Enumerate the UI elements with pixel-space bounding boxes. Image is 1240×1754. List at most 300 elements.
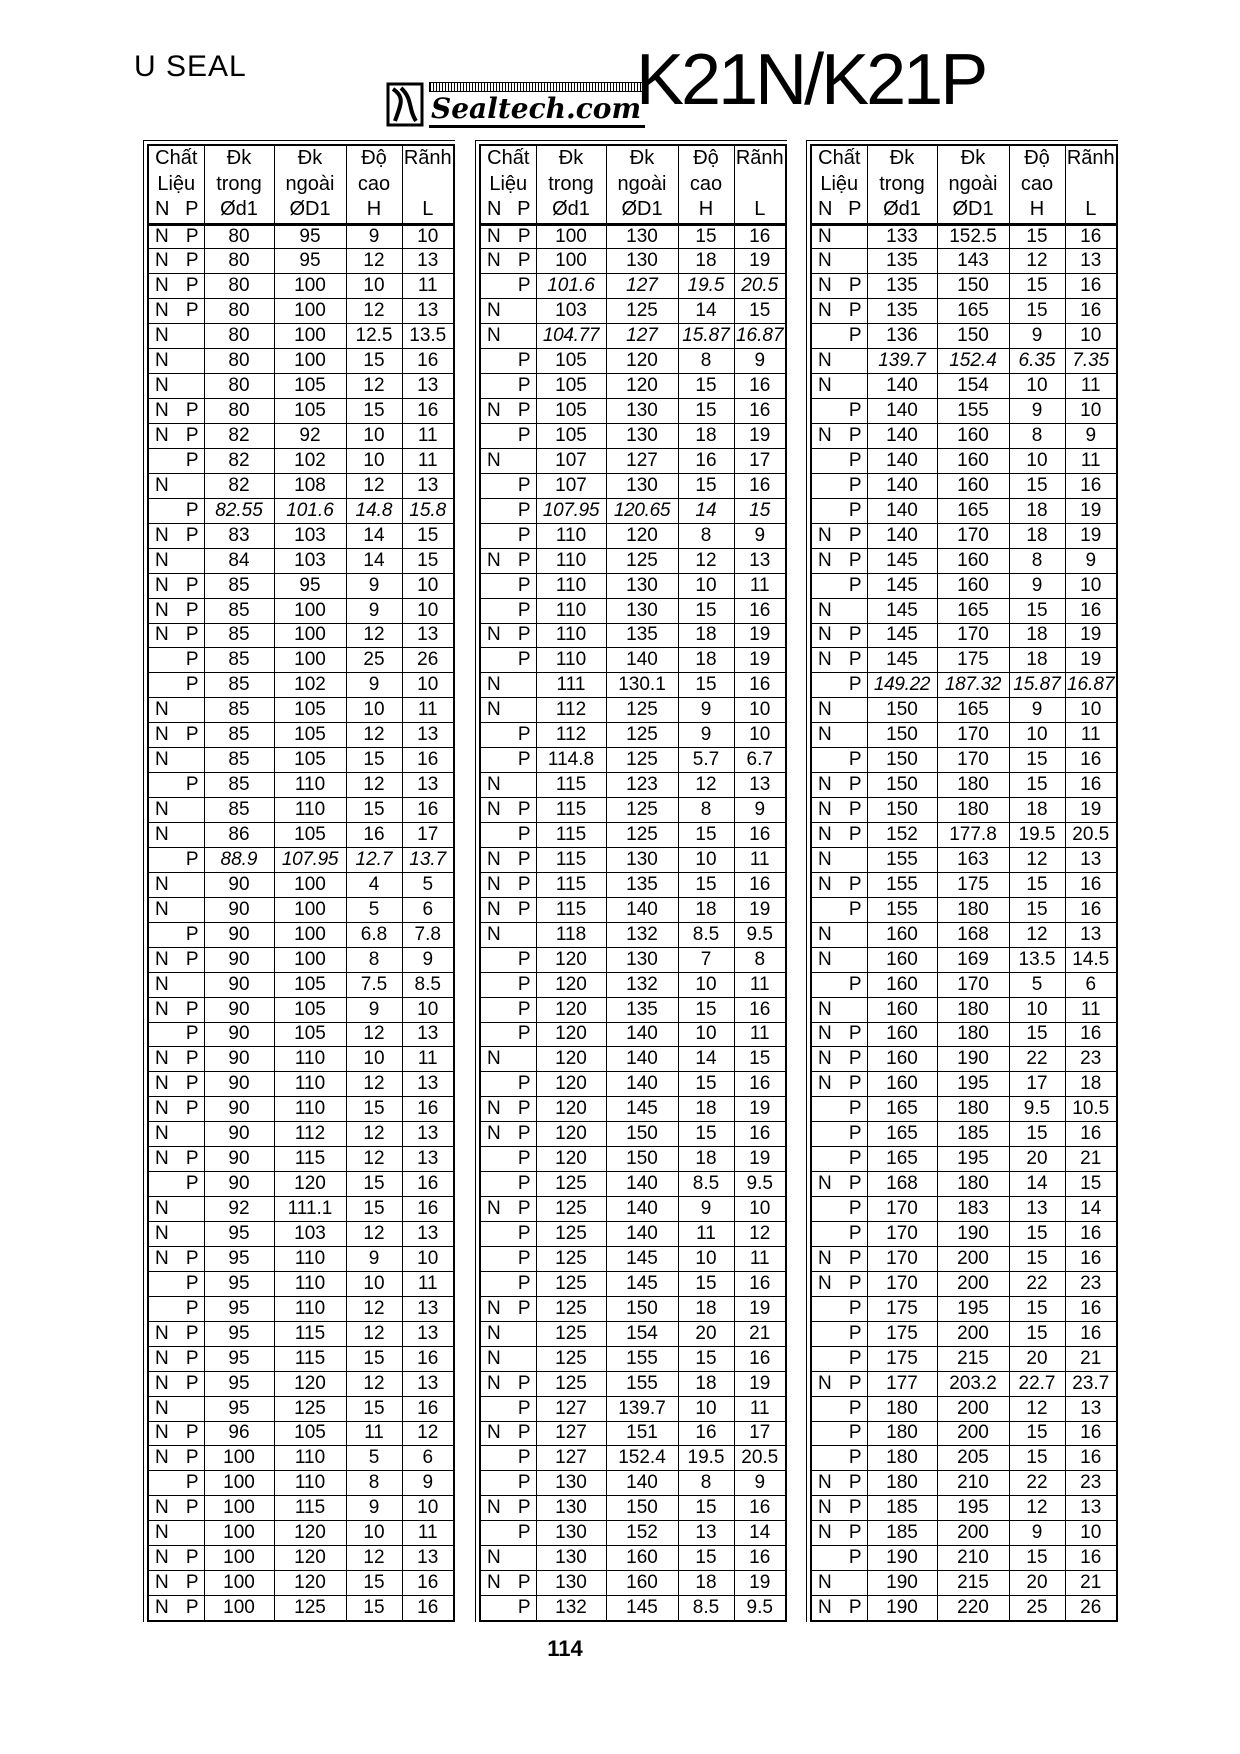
table-row	[148, 922, 454, 947]
cell-material	[480, 1296, 536, 1321]
cell-outer-diameter: 190	[937, 1222, 1009, 1247]
cell-groove: 16	[734, 1546, 786, 1571]
cell-material	[148, 698, 204, 723]
cell-groove: 23.7	[1065, 1371, 1117, 1396]
table-row	[811, 573, 1117, 598]
cell-outer-diameter: 163	[937, 847, 1009, 872]
cell-material	[148, 1271, 204, 1296]
cell-material	[811, 1546, 867, 1571]
table-row	[480, 324, 786, 349]
cell-material-p: P	[517, 1222, 531, 1244]
cell-outer-diameter: 125	[274, 1596, 346, 1621]
cell-groove: 10	[1065, 324, 1117, 349]
cell-material	[148, 1496, 204, 1521]
cell-outer-diameter: 215	[937, 1571, 1009, 1596]
cell-outer-diameter: 150	[937, 324, 1009, 349]
cell-groove: 16	[402, 1097, 454, 1122]
cell-height: 8	[1009, 424, 1065, 449]
table-row	[148, 1496, 454, 1521]
table-row	[480, 1571, 786, 1596]
cell-height: 9	[678, 723, 734, 748]
table-row	[480, 897, 786, 922]
cell-inner-diameter: 125	[536, 1371, 606, 1396]
cell-material	[480, 1172, 536, 1197]
cell-material-p: P	[517, 574, 531, 596]
table-row	[811, 324, 1117, 349]
table-row	[811, 748, 1117, 773]
cell-outer-diameter: 130	[606, 947, 678, 972]
cell-groove: 19	[1065, 623, 1117, 648]
cell-material	[480, 399, 536, 424]
cell-inner-diameter: 135	[867, 274, 937, 299]
cell-groove: 26	[402, 648, 454, 673]
cell-material-p: P	[848, 1148, 862, 1170]
cell-height: 15	[1009, 1246, 1065, 1271]
cell-groove: 19	[1065, 498, 1117, 523]
table-row	[811, 1496, 1117, 1521]
cell-material-n: N	[155, 225, 169, 247]
cell-material-p: P	[848, 1322, 862, 1344]
table-row	[480, 374, 786, 399]
cell-outer-diameter: 195	[937, 1147, 1009, 1172]
cell-material	[811, 1097, 867, 1122]
cell-outer-diameter: 95	[274, 573, 346, 598]
cell-height: 10	[346, 274, 402, 299]
cell-height: 18	[678, 623, 734, 648]
table-row	[811, 623, 1117, 648]
cell-material-n: N	[487, 1547, 501, 1569]
cell-inner-diameter: 90	[204, 947, 274, 972]
cell-height: 18	[678, 897, 734, 922]
cell-outer-diameter: 103	[274, 1222, 346, 1247]
cell-height: 14	[346, 523, 402, 548]
cell-inner-diameter: 104.77	[536, 324, 606, 349]
cell-height: 10	[678, 573, 734, 598]
col-groove: Rãnh L	[402, 145, 454, 224]
cell-material	[811, 847, 867, 872]
cell-material-p: P	[848, 624, 862, 646]
col-material: Chất Liệu N P	[480, 145, 536, 224]
cell-groove: 26	[1065, 1596, 1117, 1621]
cell-height: 15	[346, 399, 402, 424]
cell-material-n: N	[487, 325, 501, 347]
cell-material	[148, 523, 204, 548]
cell-material-p: P	[517, 799, 531, 821]
cell-height: 10	[346, 448, 402, 473]
cell-material	[811, 1471, 867, 1496]
cell-height: 15.87	[678, 324, 734, 349]
cell-material	[480, 324, 536, 349]
cell-inner-diameter: 110	[536, 523, 606, 548]
cell-height: 12	[1009, 249, 1065, 274]
cell-outer-diameter: 195	[937, 1072, 1009, 1097]
cell-height: 15	[678, 823, 734, 848]
cell-height: 12	[1009, 1496, 1065, 1521]
cell-material-n: N	[818, 225, 832, 247]
cell-material	[148, 623, 204, 648]
cell-outer-diameter: 140	[606, 1022, 678, 1047]
cell-material-p: P	[848, 1173, 862, 1195]
cell-material	[480, 823, 536, 848]
cell-height: 9	[346, 224, 402, 249]
cell-outer-diameter: 160	[937, 448, 1009, 473]
cell-height: 12	[346, 249, 402, 274]
cell-inner-diameter: 120	[536, 997, 606, 1022]
cell-material	[148, 1022, 204, 1047]
cell-material-n: N	[818, 774, 832, 796]
cell-height: 15	[346, 1097, 402, 1122]
cell-material	[148, 374, 204, 399]
cell-material-p: P	[185, 1596, 199, 1618]
table-row	[811, 399, 1117, 424]
cell-inner-diameter: 111	[536, 673, 606, 698]
cell-groove: 13	[402, 1296, 454, 1321]
cell-height: 9	[678, 698, 734, 723]
table-row	[148, 723, 454, 748]
cell-height: 12	[678, 773, 734, 798]
cell-outer-diameter: 139.7	[606, 1396, 678, 1421]
cell-height: 9	[346, 1496, 402, 1521]
cell-inner-diameter: 127	[536, 1421, 606, 1446]
cell-inner-diameter: 120	[536, 1097, 606, 1122]
cell-height: 12	[346, 723, 402, 748]
col-material-p: P	[185, 198, 199, 220]
table-row	[148, 648, 454, 673]
cell-height: 12	[346, 1321, 402, 1346]
cell-height: 15	[678, 374, 734, 399]
cell-outer-diameter: 110	[274, 1097, 346, 1122]
cell-outer-diameter: 110	[274, 1296, 346, 1321]
cell-inner-diameter: 90	[204, 922, 274, 947]
cell-outer-diameter: 140	[606, 1172, 678, 1197]
cell-outer-diameter: 105	[274, 997, 346, 1022]
cell-groove: 16	[402, 1197, 454, 1222]
cell-material	[148, 573, 204, 598]
cell-outer-diameter: 100	[274, 897, 346, 922]
table-row	[148, 1097, 454, 1122]
cell-material	[148, 798, 204, 823]
cell-inner-diameter: 149.22	[867, 673, 937, 698]
cell-inner-diameter: 120	[536, 1147, 606, 1172]
cell-groove: 16	[1065, 299, 1117, 324]
cell-groove: 9	[402, 947, 454, 972]
cell-inner-diameter: 82	[204, 473, 274, 498]
cell-outer-diameter: 160	[937, 573, 1009, 598]
cell-material	[148, 997, 204, 1022]
cell-material-p: P	[517, 275, 531, 297]
cell-inner-diameter: 150	[867, 698, 937, 723]
table-row	[811, 1122, 1117, 1147]
cell-material-p: P	[848, 275, 862, 297]
cell-groove: 19	[734, 623, 786, 648]
cell-material-p: P	[517, 649, 531, 671]
cell-inner-diameter: 110	[536, 648, 606, 673]
col-outer-diameter: Đk ngoài ØD1	[274, 145, 346, 224]
cell-inner-diameter: 80	[204, 349, 274, 374]
cell-outer-diameter: 110	[274, 1246, 346, 1271]
cell-outer-diameter: 115	[274, 1321, 346, 1346]
cell-inner-diameter: 100	[204, 1446, 274, 1471]
cell-material-p: P	[517, 873, 531, 895]
cell-height: 18	[678, 424, 734, 449]
cell-height: 9.5	[1009, 1097, 1065, 1122]
table-row	[480, 548, 786, 573]
cell-outer-diameter: 155	[606, 1371, 678, 1396]
cell-height: 12	[346, 623, 402, 648]
cell-height: 8	[678, 798, 734, 823]
cell-height: 18	[1009, 623, 1065, 648]
cell-material-n: N	[155, 574, 169, 596]
cell-inner-diameter: 140	[867, 523, 937, 548]
cell-inner-diameter: 88.9	[204, 847, 274, 872]
cell-groove: 11	[402, 1271, 454, 1296]
cell-material-p: P	[848, 1023, 862, 1045]
cell-outer-diameter: 100	[274, 623, 346, 648]
cell-material	[480, 523, 536, 548]
cell-groove: 10	[1065, 399, 1117, 424]
cell-outer-diameter: 130	[606, 598, 678, 623]
cell-material-n: N	[487, 848, 501, 870]
cell-material-n: N	[487, 1123, 501, 1145]
cell-outer-diameter: 102	[274, 448, 346, 473]
cell-inner-diameter: 190	[867, 1546, 937, 1571]
cell-groove: 13	[402, 1122, 454, 1147]
cell-groove: 13.7	[402, 847, 454, 872]
cell-inner-diameter: 140	[867, 498, 937, 523]
cell-groove: 16	[1065, 872, 1117, 897]
table-row	[811, 1421, 1117, 1446]
cell-material	[811, 473, 867, 498]
cell-material-p: P	[848, 799, 862, 821]
cell-outer-diameter: 127	[606, 448, 678, 473]
cell-material	[148, 498, 204, 523]
table-row	[148, 324, 454, 349]
cell-outer-diameter: 110	[274, 1471, 346, 1496]
cell-height: 8.5	[678, 1172, 734, 1197]
cell-material-p: P	[848, 325, 862, 347]
cell-height: 22	[1009, 1471, 1065, 1496]
cell-inner-diameter: 155	[867, 847, 937, 872]
table-row	[148, 1296, 454, 1321]
cell-material-p: P	[848, 400, 862, 422]
cell-outer-diameter: 120	[606, 374, 678, 399]
cell-inner-diameter: 160	[867, 947, 937, 972]
cell-material-p: P	[517, 624, 531, 646]
cell-groove: 6	[1065, 972, 1117, 997]
cell-inner-diameter: 125	[536, 1321, 606, 1346]
cell-height: 14	[346, 548, 402, 573]
cell-inner-diameter: 100	[204, 1596, 274, 1621]
cell-height: 15	[1009, 773, 1065, 798]
cell-height: 12	[346, 1222, 402, 1247]
cell-groove: 12	[734, 1222, 786, 1247]
cell-outer-diameter: 170	[937, 972, 1009, 997]
cell-material-n: N	[487, 300, 501, 322]
cell-groove: 16	[1065, 897, 1117, 922]
table-row	[480, 648, 786, 673]
cell-outer-diameter: 110	[274, 773, 346, 798]
cell-material-n: N	[155, 1347, 169, 1369]
cell-groove: 13	[1065, 249, 1117, 274]
table-row	[811, 1147, 1117, 1172]
cell-groove: 13	[402, 1321, 454, 1346]
table-row	[811, 798, 1117, 823]
cell-outer-diameter: 180	[937, 897, 1009, 922]
cell-height: 19.5	[1009, 823, 1065, 848]
cell-groove: 13	[402, 1147, 454, 1172]
cell-height: 15	[1009, 1122, 1065, 1147]
cell-height: 14.8	[346, 498, 402, 523]
cell-material	[480, 897, 536, 922]
cell-inner-diameter: 90	[204, 1097, 274, 1122]
cell-material	[811, 299, 867, 324]
cell-groove: 16	[734, 1496, 786, 1521]
cell-material-n: N	[818, 799, 832, 821]
cell-groove: 19	[1065, 648, 1117, 673]
table-row	[480, 1371, 786, 1396]
cell-outer-diameter: 145	[606, 1246, 678, 1271]
cell-height: 15	[678, 1346, 734, 1371]
cell-height: 12	[678, 548, 734, 573]
cell-height: 17	[1009, 1072, 1065, 1097]
cell-inner-diameter: 95	[204, 1246, 274, 1271]
cell-material-n: N	[818, 1572, 832, 1594]
cell-inner-diameter: 125	[536, 1346, 606, 1371]
table-row	[480, 523, 786, 548]
cell-inner-diameter: 105	[536, 349, 606, 374]
cell-inner-diameter: 190	[867, 1571, 937, 1596]
cell-material	[480, 623, 536, 648]
cell-material	[480, 1446, 536, 1471]
table-row	[811, 1222, 1117, 1247]
cell-material-n: N	[487, 1347, 501, 1369]
cell-groove: 10	[402, 1496, 454, 1521]
cell-material-p: P	[848, 1098, 862, 1120]
cell-material	[480, 997, 536, 1022]
cell-material	[148, 1571, 204, 1596]
cell-material-n: N	[818, 1247, 832, 1269]
model-title: K21N/K21P	[636, 40, 986, 120]
cell-groove: 17	[402, 823, 454, 848]
cell-material-n: N	[155, 350, 169, 372]
cell-material-p: P	[185, 1322, 199, 1344]
table-row	[811, 473, 1117, 498]
cell-inner-diameter: 90	[204, 1147, 274, 1172]
cell-height: 14	[1009, 1172, 1065, 1197]
cell-outer-diameter: 150	[606, 1296, 678, 1321]
cell-material-n: N	[487, 449, 501, 471]
cell-material-n: N	[487, 699, 501, 721]
table-header-row	[480, 145, 786, 224]
cell-material-p: P	[848, 1522, 862, 1544]
cell-groove: 9	[1065, 548, 1117, 573]
cell-outer-diameter: 130	[606, 573, 678, 598]
cell-material-n: N	[818, 375, 832, 397]
cell-inner-diameter: 112	[536, 698, 606, 723]
cell-groove: 19	[1065, 523, 1117, 548]
cell-inner-diameter: 120	[536, 1072, 606, 1097]
table-row	[148, 573, 454, 598]
cell-groove: 19	[734, 424, 786, 449]
cell-outer-diameter: 125	[606, 698, 678, 723]
cell-groove: 16	[734, 374, 786, 399]
cell-material-p: P	[185, 1023, 199, 1045]
cell-height: 18	[678, 1097, 734, 1122]
cell-height: 22.7	[1009, 1371, 1065, 1396]
cell-material-n: N	[155, 898, 169, 920]
cell-material-p: P	[517, 998, 531, 1020]
cell-outer-diameter: 132	[606, 972, 678, 997]
cell-material-n: N	[487, 225, 501, 247]
cell-material-p: P	[848, 1547, 862, 1569]
cell-height: 15	[678, 473, 734, 498]
table-row	[480, 349, 786, 374]
cell-groove: 8	[734, 947, 786, 972]
cell-inner-diameter: 125	[536, 1296, 606, 1321]
table-row	[811, 498, 1117, 523]
cell-material	[480, 224, 536, 249]
cell-material-p: P	[185, 1048, 199, 1070]
cell-material-n: N	[818, 1173, 832, 1195]
cell-groove: 17	[734, 448, 786, 473]
cell-material-p: P	[185, 649, 199, 671]
cell-outer-diameter: 125	[606, 798, 678, 823]
table-row	[148, 1321, 454, 1346]
cell-groove: 10.5	[1065, 1097, 1117, 1122]
cell-inner-diameter: 127	[536, 1446, 606, 1471]
cell-groove: 11	[734, 1396, 786, 1421]
cell-groove: 10	[1065, 698, 1117, 723]
cell-outer-diameter: 187.32	[937, 673, 1009, 698]
table-row	[480, 798, 786, 823]
cell-material-n: N	[155, 250, 169, 272]
cell-groove: 16	[734, 997, 786, 1022]
cell-material-p: P	[185, 774, 199, 796]
cell-outer-diameter: 160	[937, 548, 1009, 573]
table-row	[480, 972, 786, 997]
cell-inner-diameter: 105	[536, 374, 606, 399]
cell-material	[480, 1321, 536, 1346]
cell-material	[148, 473, 204, 498]
table-row	[811, 224, 1117, 249]
cell-outer-diameter: 152	[606, 1521, 678, 1546]
cell-inner-diameter: 115	[536, 773, 606, 798]
cell-height: 15	[346, 798, 402, 823]
cell-height: 10	[346, 424, 402, 449]
cell-outer-diameter: 177.8	[937, 823, 1009, 848]
cell-material-p: P	[848, 1596, 862, 1618]
cell-inner-diameter: 150	[867, 748, 937, 773]
cell-material-n: N	[155, 474, 169, 496]
cell-groove: 15	[1065, 1172, 1117, 1197]
cell-inner-diameter: 95	[204, 1321, 274, 1346]
cell-height: 12.7	[346, 847, 402, 872]
cell-groove: 9	[734, 349, 786, 374]
cell-material	[148, 399, 204, 424]
cell-material	[811, 1496, 867, 1521]
cell-material-p: P	[848, 499, 862, 521]
cell-groove: 13	[402, 1546, 454, 1571]
cell-material	[811, 424, 867, 449]
cell-inner-diameter: 180	[867, 1446, 937, 1471]
cell-material	[480, 922, 536, 947]
col-inner-diameter: Đk trong Ød1	[204, 145, 274, 224]
cell-height: 5	[346, 1446, 402, 1471]
cell-groove: 10	[402, 598, 454, 623]
cell-inner-diameter: 100	[204, 1496, 274, 1521]
cell-outer-diameter: 110	[274, 798, 346, 823]
cell-material-p: P	[185, 1447, 199, 1469]
